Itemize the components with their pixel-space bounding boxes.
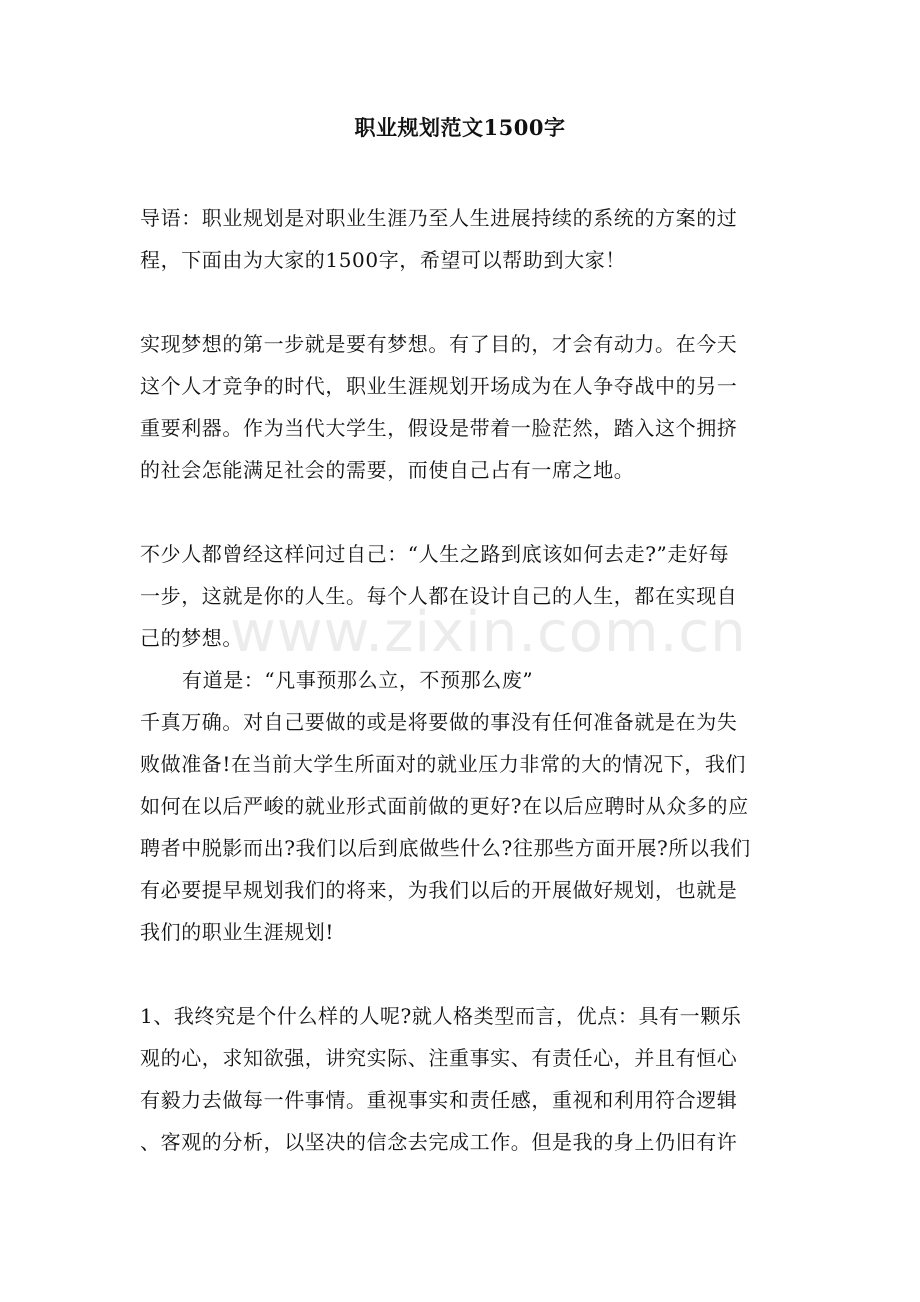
- section-1-line-4: 、客观的分析，以坚决的信念去完成工作。但是我的身上仍旧有许: [140, 1130, 738, 1154]
- paragraph-3-line-1: 千真万确。对自己要做的或是将要做的事没有任何准备就是在为失: [140, 710, 738, 734]
- paragraph-1-line-2: 这个人才竞争的时代，职业生涯规划开场成为在人争夺战中的另一: [140, 374, 738, 398]
- quote-line: 有道是：“凡事预那么立，不预那么废”: [182, 668, 534, 692]
- paragraph-1-line-4: 的社会怎能满足社会的需要，而使自己占有一席之地。: [140, 458, 635, 482]
- paragraph-2-line-2: 一步，这就是你的人生。每个人都在设计自己的人生，都在实现自: [140, 584, 738, 608]
- paragraph-3-line-2: 败做准备!在当前大学生所面对的就业压力非常的大的情况下，我们: [140, 752, 747, 776]
- watermark: www.zixin.com.cn: [230, 600, 747, 665]
- paragraph-2-line-1: 不少人都曾经这样问过自己：“人生之路到底该如何去走?”走好每: [140, 542, 730, 566]
- paragraph-3-line-5: 有必要提早规划我们的将来，为我们以后的开展做好规划，也就是: [140, 878, 738, 902]
- section-1-line-1: 1、我终究是个什么样的人呢?就人格类型而言，优点：具有一颗乐: [140, 1004, 742, 1028]
- intro-line-1: 导语：职业规划是对职业生涯乃至人生进展持续的系统的方案的过: [140, 206, 738, 230]
- paragraph-1-line-1: 实现梦想的第一步就是要有梦想。有了目的，才会有动力。在今天: [140, 332, 738, 356]
- paragraph-3-line-3: 如何在以后严峻的就业形式面前做的更好?在以后应聘时从众多的应: [140, 794, 749, 818]
- section-1-line-2: 观的心，求知欲强，讲究实际、注重事实、有责任心，并且有恒心: [140, 1046, 738, 1070]
- intro-line-2: 程，下面由为大家的1500字，希望可以帮助到大家！: [140, 248, 626, 272]
- section-1-line-3: 有毅力去做每一件事情。重视事实和责任感，重视和利用符合逻辑: [140, 1088, 738, 1112]
- paragraph-2-line-3: 己的梦想。: [140, 626, 243, 650]
- document-title: 职业规划范文1500字: [354, 115, 566, 140]
- paragraph-3-line-4: 聘者中脱影而出?我们以后到底做些什么?往那些方面开展?所以我们: [140, 836, 751, 860]
- paragraph-1-line-3: 重要利器。作为当代大学生，假设是带着一脸茫然，踏入这个拥挤: [140, 416, 738, 440]
- paragraph-3-line-6: 我们的职业生涯规划!: [140, 920, 335, 944]
